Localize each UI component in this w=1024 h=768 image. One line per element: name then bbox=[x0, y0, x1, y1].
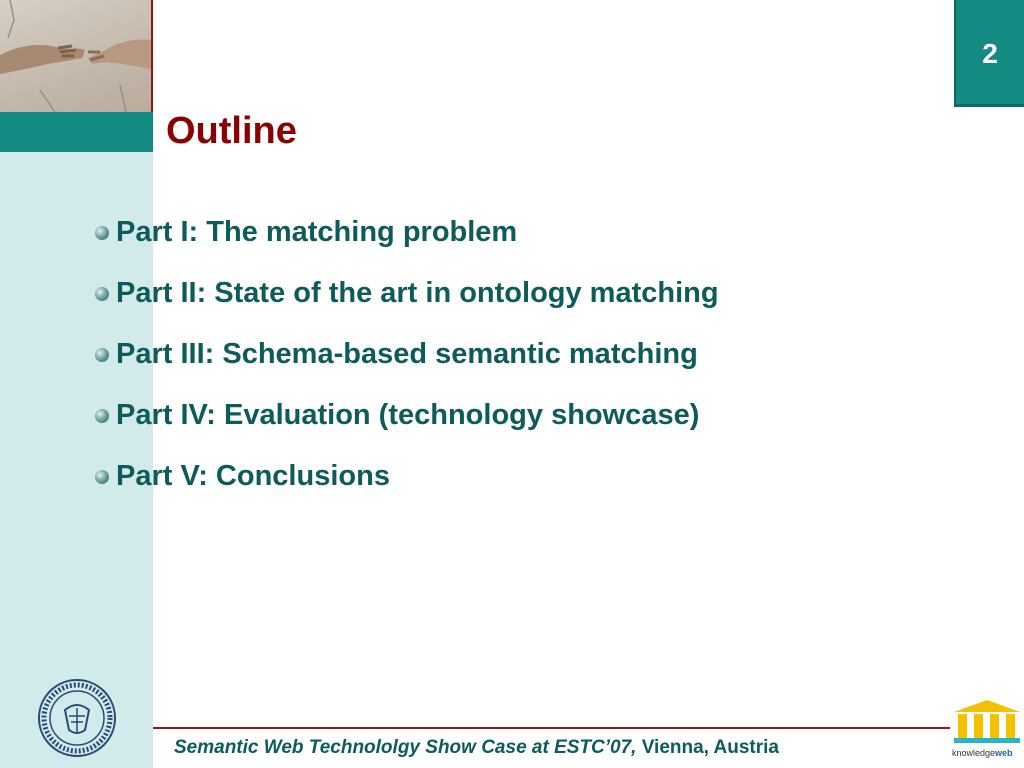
page-number: 2 bbox=[982, 38, 998, 69]
knowledgeweb-wordmark: knowledgeweb bbox=[952, 748, 1013, 758]
footer-text bbox=[174, 737, 779, 759]
outline-list bbox=[95, 202, 719, 507]
page-number-box bbox=[954, 0, 1024, 107]
footer-location: Vienna, Austria bbox=[636, 737, 779, 758]
list-item bbox=[95, 324, 719, 385]
header-vertical-rule bbox=[151, 0, 153, 112]
university-seal-logo bbox=[37, 678, 117, 758]
bullet-text: Part II: State of the art in ontology matching bbox=[116, 277, 719, 309]
knowledgeweb-logo bbox=[950, 698, 1024, 768]
creation-of-adam-hands-image bbox=[0, 0, 153, 112]
bullet-icon bbox=[95, 348, 109, 362]
list-item bbox=[95, 385, 719, 446]
footer-event: Semantic Web Technololgy Show Case at ESTC’07, bbox=[174, 737, 637, 758]
slide-title: Outline bbox=[166, 110, 297, 152]
bullet-text: Part IV: Evaluation (technology showcase) bbox=[116, 399, 700, 431]
bullet-text: Part V: Conclusions bbox=[116, 460, 390, 492]
bullet-icon bbox=[95, 470, 109, 484]
bullet-icon bbox=[95, 226, 109, 240]
bullet-text: Part I: The matching problem bbox=[116, 216, 518, 248]
list-item bbox=[95, 263, 719, 324]
bullet-text: Part III: Schema-based semantic matching bbox=[116, 338, 698, 370]
list-item bbox=[95, 446, 719, 507]
bullet-icon bbox=[95, 287, 109, 301]
bullet-icon bbox=[95, 409, 109, 423]
footer-rule bbox=[153, 727, 953, 729]
title-accent-bar bbox=[0, 112, 153, 152]
list-item bbox=[95, 202, 719, 263]
